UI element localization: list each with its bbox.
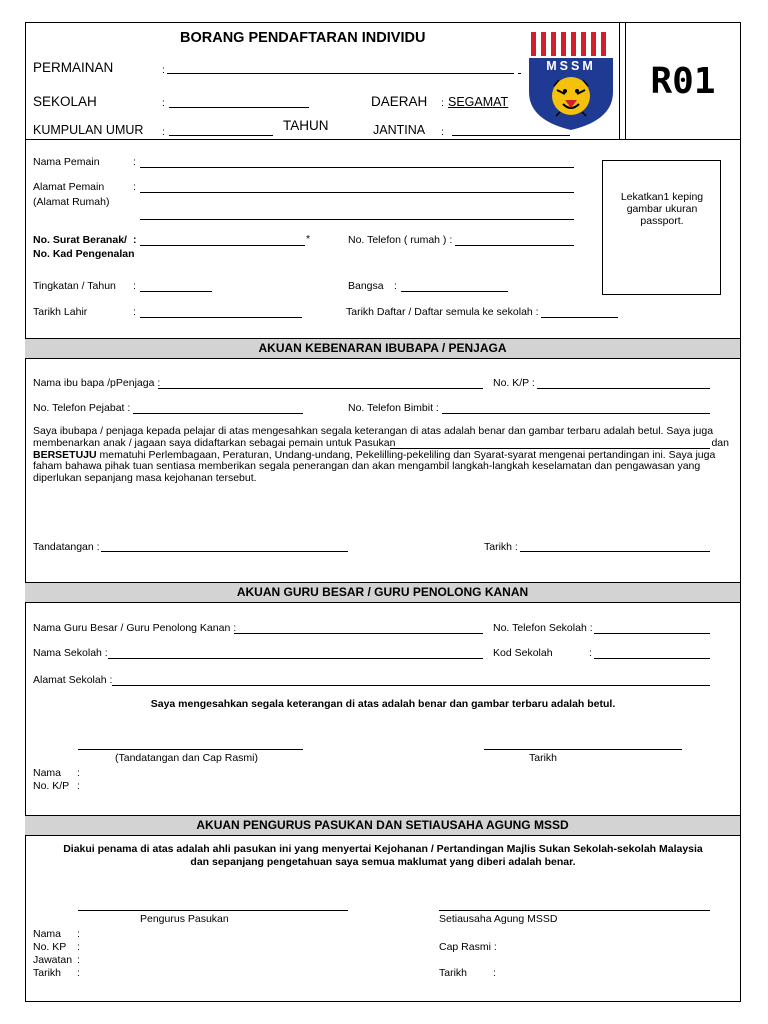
pasukan-field[interactable] bbox=[390, 448, 710, 449]
tarikh-lahir-colon: : bbox=[133, 306, 136, 318]
pengurus-signature-field[interactable] bbox=[78, 910, 348, 911]
tingkatan-label: Tingkatan / Tahun bbox=[33, 280, 116, 292]
tel-sekolah-field[interactable] bbox=[594, 633, 710, 634]
ibubapa-tarikh-label: Tarikh : bbox=[484, 541, 518, 553]
pengurus-kp-label: No. KP bbox=[33, 941, 67, 953]
ibubapa-kp-label: No. K/P : bbox=[493, 377, 535, 389]
pengurus-heading: AKUAN PENGURUS PASUKAN DAN SETIAUSAHA AGUNG MSSD bbox=[25, 815, 740, 836]
kad-pengenalan-field[interactable] bbox=[140, 245, 305, 246]
bangsa-colon: : bbox=[394, 280, 397, 292]
ibubapa-para-line-2a: membenarkan anak / jagaan saya didaftarkan sebagai pemain untuk Pasukan bbox=[33, 436, 396, 449]
tel-pejabat-label: No. Telefon Pejabat : bbox=[33, 402, 131, 414]
jantina-colon: : bbox=[441, 126, 444, 138]
nama-ibubapa-field[interactable] bbox=[158, 388, 483, 389]
tingkatan-field[interactable] bbox=[140, 291, 212, 292]
pengurus-nama-label: Nama bbox=[33, 928, 62, 940]
jantina-label: JANTINA bbox=[373, 123, 426, 137]
tel-sekolah-label: No. Telefon Sekolah : bbox=[493, 622, 593, 634]
guru-kp-colon: : bbox=[77, 780, 80, 792]
guru-heading: AKUAN GURU BESAR / GURU PENOLONG KANAN bbox=[25, 582, 740, 603]
ibubapa-kp-field[interactable] bbox=[537, 388, 710, 389]
pengurus-jawatan-colon: : bbox=[77, 954, 80, 966]
setiausaha-tarikh-colon: : bbox=[493, 967, 496, 979]
tel-pejabat-field[interactable] bbox=[133, 413, 303, 414]
ibubapa-tandatangan-label: Tandatangan : bbox=[33, 541, 100, 553]
alamat-rumah-label: (Alamat Rumah) bbox=[33, 196, 110, 208]
mssm-logo bbox=[527, 28, 615, 132]
nama-guru-label: Nama Guru Besar / Guru Penolong Kanan : bbox=[33, 622, 237, 634]
alamat-sekolah-label: Alamat Sekolah : bbox=[33, 674, 113, 686]
permainan-label: PERMAINAN bbox=[33, 60, 114, 75]
permainan-field-tail bbox=[518, 73, 521, 74]
guru-tarikh-label: Tarikh bbox=[529, 752, 558, 764]
passport-photo-box[interactable] bbox=[602, 160, 721, 295]
kod-sekolah-colon: : bbox=[589, 647, 592, 659]
alamat-pemain-label: Alamat Pemain bbox=[33, 181, 105, 193]
guru-nama-colon: : bbox=[77, 767, 80, 779]
cap-rasmi-label: Cap Rasmi : bbox=[439, 941, 497, 953]
daerah-value: SEGAMAT bbox=[448, 95, 509, 109]
tahun-label: TAHUN bbox=[283, 118, 329, 133]
pengurus-kp-colon: : bbox=[77, 941, 80, 953]
guru-statement: Saya mengesahkan segala keterangan di atas adalah benar dan gambar terbaru adalah betul. bbox=[150, 698, 616, 710]
nama-sekolah-field[interactable] bbox=[108, 658, 483, 659]
tarikh-lahir-label: Tarikh Lahir bbox=[33, 306, 88, 318]
guru-kp-label: No. K/P bbox=[33, 780, 70, 792]
guru-tarikh-field[interactable] bbox=[484, 749, 682, 750]
bangsa-field[interactable] bbox=[401, 291, 508, 292]
ibubapa-declaration bbox=[33, 426, 729, 485]
passport-photo-text: Lekatkan1 keping gambar ukuran passport. bbox=[620, 191, 704, 227]
sekolah-field[interactable] bbox=[169, 107, 309, 108]
logo-text: MSSM bbox=[546, 59, 596, 73]
pengurus-pasukan-label: Pengurus Pasukan bbox=[140, 913, 229, 925]
sekolah-label: SEKOLAH bbox=[33, 94, 97, 109]
guru-nama-label: Nama bbox=[33, 767, 62, 779]
ibubapa-para-line-2 bbox=[33, 438, 729, 450]
pengurus-statement-line-1: Diakui penama di atas adalah ahli pasukan ini yang menyertai Kejohanan / Pertandingan Majlis Sukan Sekolah-sekolah Malaysia bbox=[63, 843, 703, 855]
form-code: R01 bbox=[650, 61, 716, 102]
kumpulan-umur-label: KUMPULAN UMUR bbox=[33, 123, 144, 137]
nama-pemain-field[interactable] bbox=[140, 167, 574, 168]
guru-tandatangan-label: (Tandatangan dan Cap Rasmi) bbox=[115, 752, 259, 764]
ibubapa-heading: AKUAN KEBENARAN IBUBAPA / PENJAGA bbox=[25, 338, 740, 359]
alamat-pemain-field-2[interactable] bbox=[140, 219, 574, 220]
kod-sekolah-field[interactable] bbox=[594, 658, 710, 659]
tarikh-lahir-field[interactable] bbox=[140, 317, 302, 318]
nama-sekolah-label: Nama Sekolah : bbox=[33, 647, 108, 659]
kumpulan-umur-field[interactable] bbox=[169, 135, 273, 136]
ibubapa-para-line-5: diperlukan sepanjang masa kejohanan tersebut. bbox=[33, 472, 257, 485]
ibubapa-tarikh-field[interactable] bbox=[520, 551, 710, 552]
pengurus-nama-colon: : bbox=[77, 928, 80, 940]
ibubapa-para-line-3-text: mematuhi Perlembagaan, Peraturan, Undang-undang, Pekelilling-pekeliling dan Syarat-syarat mengenai pertandingan ini. Saya juga bbox=[96, 448, 716, 461]
tel-bimbit-field[interactable] bbox=[442, 413, 710, 414]
tel-bimbit-label: No. Telefon Bimbit : bbox=[348, 402, 439, 414]
pengurus-jawatan-label: Jawatan bbox=[33, 954, 73, 966]
jantina-field[interactable] bbox=[452, 135, 570, 136]
setiausaha-label: Setiausaha Agung MSSD bbox=[439, 913, 558, 925]
ibubapa-para-line-4: faham bahawa pihak tuan sentiasa memberikan segala penerangan dan akan mengambil langkah-langkah keselamatan dan pengawasan yang bbox=[33, 460, 701, 473]
nama-guru-field[interactable] bbox=[234, 633, 483, 634]
kumpulan-colon: : bbox=[162, 126, 165, 138]
form-title: BORANG PENDAFTARAN INDIVIDU bbox=[180, 30, 426, 46]
header-divider bbox=[25, 139, 741, 140]
daerah-colon: : bbox=[441, 97, 444, 109]
sekolah-colon: : bbox=[162, 97, 165, 109]
ibubapa-para-dan: dan bbox=[711, 436, 729, 449]
tarikh-daftar-label: Tarikh Daftar / Daftar semula ke sekolah : bbox=[346, 306, 539, 318]
kad-pengenalan-asterisk: * bbox=[306, 233, 311, 245]
bersetuju-text: BERSETUJU bbox=[33, 448, 97, 461]
guru-tandatangan-field[interactable] bbox=[78, 749, 303, 750]
tarikh-daftar-field[interactable] bbox=[541, 317, 618, 318]
setiausaha-signature-field[interactable] bbox=[439, 910, 710, 911]
nama-pemain-label: Nama Pemain bbox=[33, 156, 100, 168]
alamat-pemain-field-1[interactable] bbox=[140, 192, 574, 193]
tingkatan-colon: : bbox=[133, 280, 136, 292]
surat-beranak-colon: : bbox=[133, 234, 137, 246]
pengurus-tarikh-label: Tarikh bbox=[33, 967, 62, 979]
alamat-sekolah-field[interactable] bbox=[112, 685, 710, 686]
permainan-field[interactable] bbox=[167, 73, 514, 74]
permainan-colon: : bbox=[162, 64, 165, 76]
surat-beranak-label: No. Surat Beranak/ bbox=[33, 234, 127, 246]
ibubapa-para-line-1: Saya ibubapa / penjaga kepada pelajar di atas mengesahkan segala keterangan di atas adalah benar dan gambar terbaru adalah betul. Saya juga bbox=[33, 425, 714, 437]
alamat-pemain-colon: : bbox=[133, 181, 136, 193]
ibubapa-tandatangan-field[interactable] bbox=[101, 551, 348, 552]
setiausaha-tarikh-label: Tarikh bbox=[439, 967, 468, 979]
daerah-label: DAERAH bbox=[371, 94, 428, 109]
telefon-rumah-field[interactable] bbox=[455, 245, 574, 246]
pengurus-tarikh-colon: : bbox=[77, 967, 80, 979]
nama-pemain-colon: : bbox=[133, 156, 136, 168]
nama-ibubapa-label: Nama ibu bapa /pPenjaga : bbox=[33, 377, 161, 389]
bangsa-label: Bangsa bbox=[348, 280, 384, 292]
kad-pengenalan-label: No. Kad Pengenalan bbox=[33, 248, 135, 260]
logo-stripes bbox=[529, 30, 613, 58]
pengurus-statement-line-2: dan sepanjang pengetahuan saya semua maklumat yang diberi adalah benar. bbox=[190, 856, 576, 868]
telefon-rumah-label: No. Telefon ( rumah ) : bbox=[348, 234, 453, 246]
kod-sekolah-label: Kod Sekolah bbox=[493, 647, 553, 659]
